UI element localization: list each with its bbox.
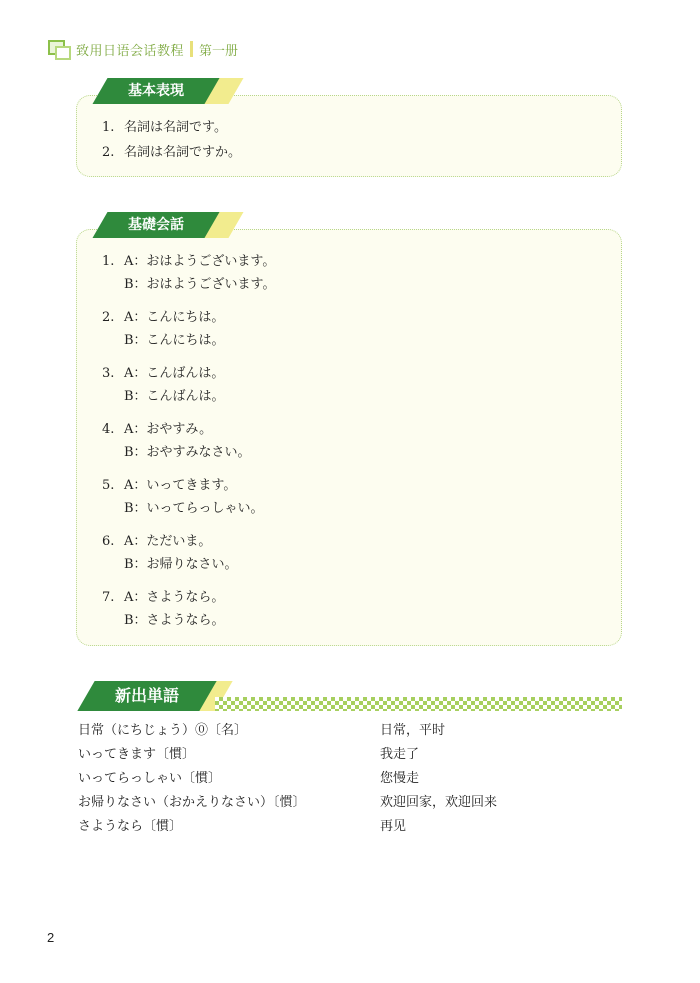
vocab-term: いってらっしゃい〔慣〕	[78, 771, 222, 786]
vocab-row	[78, 817, 618, 841]
conversation-list	[102, 252, 276, 644]
dialogue-item: 5. A：いってきます。 B：いってらっしゃい。	[102, 478, 264, 516]
speaker-b-line: B：お帰りなさい。	[124, 557, 238, 572]
basic-conversation-heading: 基礎会話	[128, 217, 184, 233]
vocab-row	[78, 793, 618, 817]
speaker-a-line: A：ただいま。	[124, 534, 212, 549]
speaker-b-line: B：いってらっしゃい。	[124, 501, 264, 516]
vocab-meaning: 日常，平时	[380, 723, 446, 738]
list-item: 2. 名詞は名詞ですか。	[102, 145, 242, 160]
vocab-row	[78, 769, 618, 793]
vocabulary-list	[78, 721, 618, 841]
page-number: 2	[47, 930, 55, 945]
vocab-row	[78, 745, 618, 769]
speaker-a-line: A：おやすみ。	[124, 422, 213, 437]
header-divider	[190, 41, 193, 57]
vocab-meaning: 您慢走	[380, 771, 420, 786]
book-logo-icon	[48, 40, 70, 58]
vocab-term: お帰りなさい（おかえりなさい）〔慣〕	[78, 795, 306, 810]
speaker-b-line: B：おはようございます。	[124, 277, 276, 292]
dialogue-item: 2. A：こんにちは。 B：こんにちは。	[102, 310, 225, 348]
dialogue-item: 6. A：ただいま。 B：お帰りなさい。	[102, 534, 238, 572]
speaker-a-line: A：いってきます。	[124, 478, 237, 493]
dialogue-item: 3. A：こんばんは。 B：こんばんは。	[102, 366, 225, 404]
vocab-meaning: 再见	[380, 819, 407, 834]
vocabulary-heading: 新出単語	[114, 686, 179, 705]
vocab-term: さようなら〔慣〕	[78, 819, 183, 834]
basic-expressions-list	[102, 118, 241, 168]
speaker-a-line: A：こんばんは。	[124, 366, 225, 381]
dialogue-item: 7. A：さようなら。 B：さようなら。	[102, 590, 225, 628]
running-header	[48, 38, 238, 60]
book-title: 致用日语会话教程	[76, 43, 185, 59]
speaker-b-line: B：こんばんは。	[124, 389, 225, 404]
volume-label: 第一册	[199, 43, 239, 59]
vocab-term: いってきます〔慣〕	[78, 747, 196, 762]
speaker-b-line: B：こんにちは。	[124, 333, 225, 348]
vocab-meaning: 欢迎回家，欢迎回来	[380, 795, 498, 810]
speaker-a-line: A：おはようございます。	[124, 254, 276, 269]
vocab-meaning: 我走了	[380, 747, 420, 762]
list-item: 1. 名詞は名詞です。	[102, 120, 227, 135]
speaker-a-line: A：こんにちは。	[124, 310, 225, 325]
vocab-row	[78, 721, 618, 745]
speaker-a-line: A：さようなら。	[124, 590, 225, 605]
dialogue-item: 4. A：おやすみ。 B：おやすみなさい。	[102, 422, 251, 460]
vocab-term: 日常（にちじょう）⓪〔名〕	[78, 723, 248, 738]
speaker-b-line: B：おやすみなさい。	[124, 445, 251, 460]
basic-expressions-heading: 基本表現	[128, 83, 184, 99]
speaker-b-line: B：さようなら。	[124, 613, 225, 628]
dialogue-item: 1. A：おはようございます。 B：おはようございます。	[102, 254, 276, 292]
checker-divider	[215, 697, 622, 711]
